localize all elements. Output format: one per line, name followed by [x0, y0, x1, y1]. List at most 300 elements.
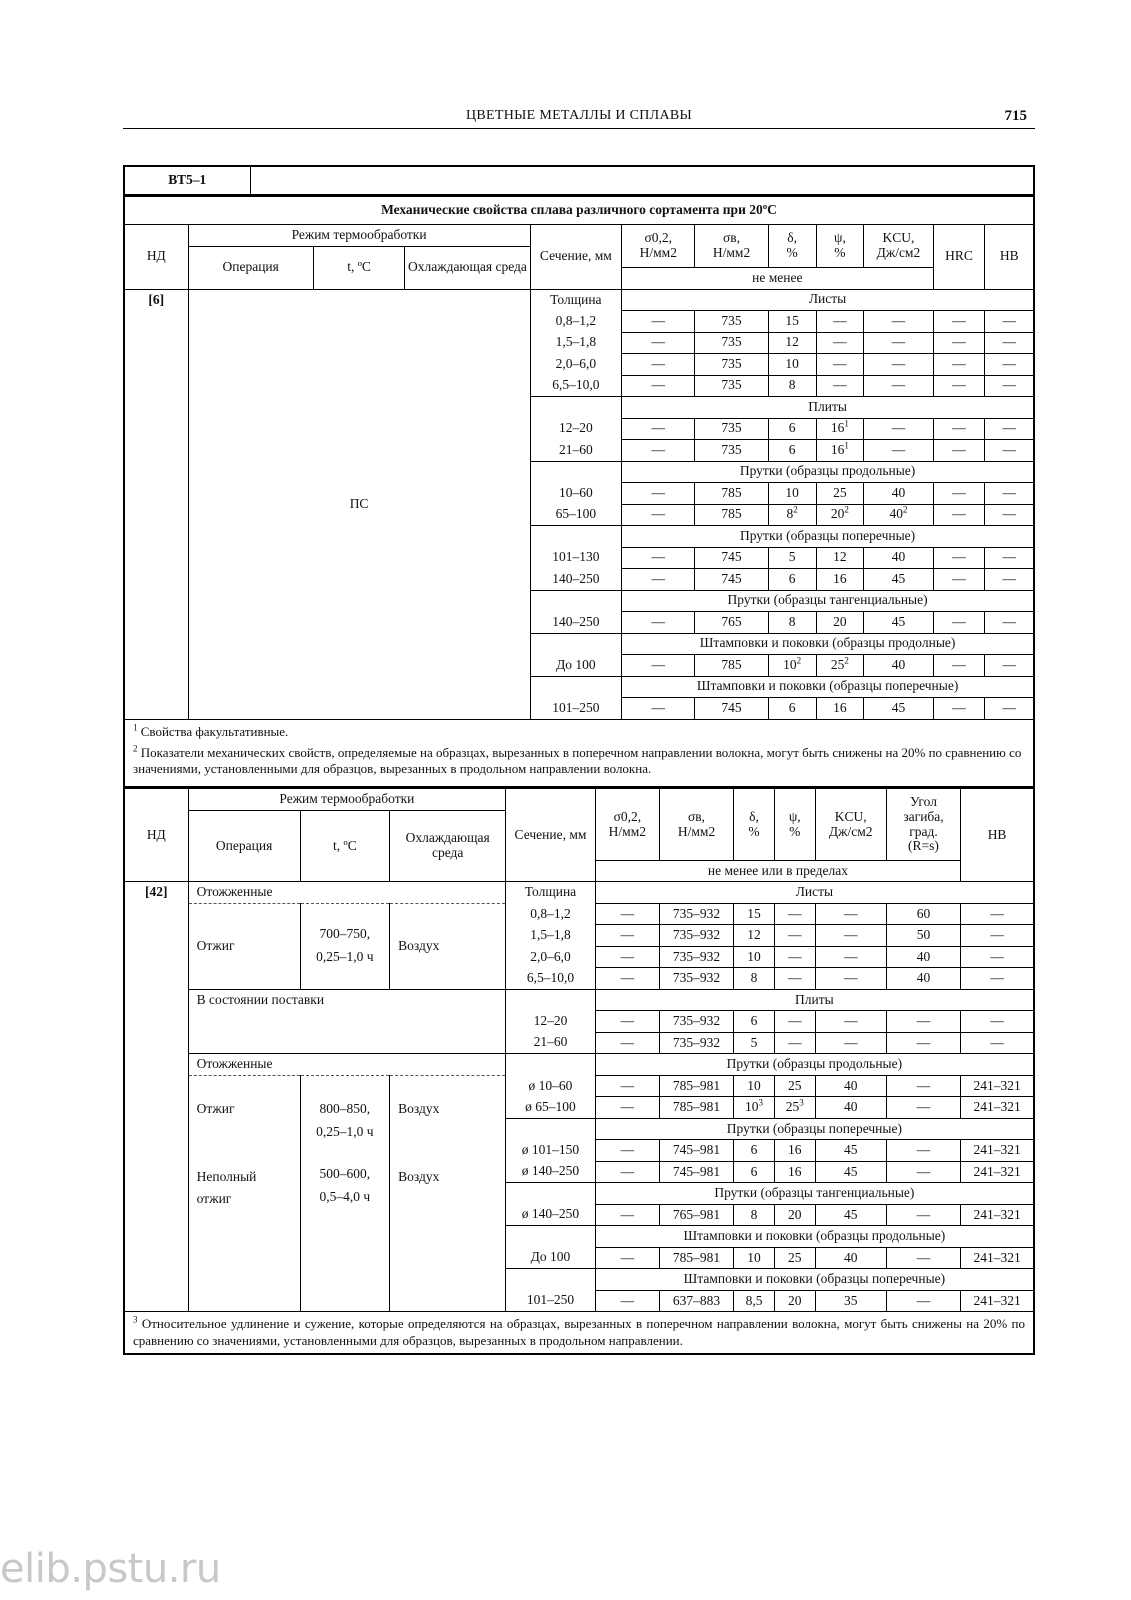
value-cell: — — [985, 311, 1033, 333]
value-cell: — — [816, 332, 864, 354]
value-cell: 735–932 — [659, 1032, 733, 1054]
value-cell: 10 — [768, 483, 816, 505]
footnote-text: Относительное удлинение и сужение, которые определяются на образцах, вырезанных в поперечном направлении волокна, могут быть снижены на 20% по сравнению со значениями, установленными для образцов, вырезанных в продольном направлении. — [133, 1316, 1025, 1348]
value-cell: — — [595, 1161, 659, 1183]
value-cell: — — [933, 311, 985, 333]
nd-value: [42] — [125, 882, 188, 1312]
value-cell: — — [933, 547, 985, 569]
section-value: 0,8–1,2 — [530, 311, 622, 333]
sigmab-unit: Н/мм2 — [677, 823, 716, 839]
value-cell: 6 — [734, 1011, 775, 1033]
time-line: 0,25–1,0 ч — [316, 949, 374, 965]
value-cell: 745–981 — [659, 1140, 733, 1162]
value-cell: — — [961, 946, 1033, 968]
section-value: 2,0–6,0 — [506, 946, 596, 968]
psi-header — [816, 225, 864, 268]
value-cell: 6 — [768, 698, 816, 720]
value-cell: — — [622, 569, 695, 591]
cell-value: 16 — [830, 420, 845, 436]
value-cell: — — [864, 375, 933, 397]
footnotes — [125, 1312, 1033, 1353]
operation-anneal: Отжиг — [188, 903, 300, 989]
value-cell: 8 — [768, 375, 816, 397]
value-cell: 745 — [695, 569, 768, 591]
value-cell: 40 — [864, 483, 933, 505]
section-value: ø 140–250 — [506, 1204, 596, 1226]
value-cell: — — [864, 440, 933, 462]
footnote — [133, 745, 1025, 778]
value-cell: — — [933, 698, 985, 720]
value-cell: 50 — [886, 925, 960, 947]
section-value: До 100 — [506, 1247, 596, 1269]
value-cell: — — [595, 968, 659, 990]
temp-header: t, ºС — [313, 246, 405, 289]
value-cell: — — [886, 1032, 960, 1054]
psi-unit: % — [789, 823, 801, 839]
value-cell: 241–321 — [961, 1075, 1033, 1097]
value-cell: 45 — [815, 1161, 886, 1183]
value-cell: — — [864, 354, 933, 376]
hrc-header: HRC — [933, 225, 985, 290]
regime-header: Режим термообработки — [188, 789, 506, 811]
value-cell: — — [595, 1075, 659, 1097]
section-value: 21–60 — [530, 440, 622, 462]
operation-cell — [188, 1075, 300, 1312]
value-cell: — — [622, 504, 695, 526]
footnote-mark: 2 — [133, 743, 138, 754]
value-cell — [774, 1097, 815, 1119]
value-cell: — — [774, 1011, 815, 1033]
sigma02-header — [595, 789, 659, 861]
section-value: ø 101–150 — [506, 1140, 596, 1162]
properties-table-2 — [125, 788, 1033, 1353]
value-cell: — — [622, 440, 695, 462]
nd-header: НД — [125, 789, 188, 882]
value-cell: — — [933, 332, 985, 354]
value-cell — [734, 1097, 775, 1119]
sigma02-symbol: σ0,2, — [644, 230, 673, 246]
temp-cell — [300, 1075, 390, 1312]
value-cell: — — [622, 612, 695, 634]
section-value: 6,5–10,0 — [530, 375, 622, 397]
value-cell: 241–321 — [961, 1204, 1033, 1226]
value-cell: 20 — [816, 612, 864, 634]
value-cell: — — [774, 968, 815, 990]
cell-value: 10 — [783, 656, 797, 672]
footnote-mark: 3 — [758, 1097, 764, 1108]
value-cell: 10 — [734, 946, 775, 968]
value-cell: — — [985, 483, 1033, 505]
value-cell: 15 — [768, 311, 816, 333]
value-cell: — — [933, 440, 985, 462]
value-cell: — — [985, 440, 1033, 462]
value-cell: — — [815, 968, 886, 990]
section-value: 2,0–6,0 — [530, 354, 622, 376]
sigma02-symbol: σ0,2, — [613, 808, 642, 824]
grade-blank — [250, 167, 1033, 195]
value-cell: 241–321 — [961, 1290, 1033, 1312]
value-cell: 16 — [816, 698, 864, 720]
value-cell: 6 — [734, 1140, 775, 1162]
product-group-label: Штамповки и поковки (образцы продолные) — [622, 633, 1033, 655]
value-cell: 241–321 — [961, 1097, 1033, 1119]
product-group-label: Штамповки и поковки (образцы продольные) — [595, 1226, 1033, 1248]
section-value: ø 65–100 — [506, 1097, 596, 1119]
psi-header — [774, 789, 815, 861]
value-cell: 45 — [815, 1140, 886, 1162]
section-value: 65–100 — [530, 504, 622, 526]
section-value: 12–20 — [506, 1011, 596, 1033]
kcu-symbol: KCU, — [882, 230, 915, 246]
value-cell: 785–981 — [659, 1097, 733, 1119]
footnote-mark: 1 — [133, 722, 138, 733]
value-cell: — — [595, 1097, 659, 1119]
sigmab-header — [695, 225, 768, 268]
value-cell: — — [815, 1032, 886, 1054]
product-group-label: Прутки (образцы поперечные) — [595, 1118, 1033, 1140]
cooling-cell — [390, 1075, 506, 1312]
value-cell: 765–981 — [659, 1204, 733, 1226]
value-cell: — — [816, 354, 864, 376]
value-cell — [864, 504, 933, 526]
value-cell: 40 — [815, 1075, 886, 1097]
section-cell — [530, 526, 622, 548]
value-cell: — — [622, 483, 695, 505]
value-cell: 45 — [864, 612, 933, 634]
value-cell: — — [622, 547, 695, 569]
cooling-header: Охлаждающая среда — [405, 246, 530, 289]
section-value: До 100 — [530, 655, 622, 677]
value-cell: 785–981 — [659, 1075, 733, 1097]
value-cell: 15 — [734, 903, 775, 925]
cell-value: 10 — [745, 1099, 759, 1115]
page-number: 715 — [1004, 108, 1027, 124]
value-cell: — — [815, 903, 886, 925]
range-label: не менее или в пределах — [595, 860, 960, 882]
value-cell: — — [595, 1140, 659, 1162]
value-cell: — — [961, 968, 1033, 990]
value-cell — [816, 418, 864, 440]
footnote-text: Показатели механических свойств, определяемые на образцах, вырезанных в поперечном направлении волокна, могут быть снижены на 20% по сравнению со значениями, установленными для образцов, вырезанных в продольном направлении волокна. — [133, 744, 1022, 776]
footnote-mark: 2 — [844, 655, 849, 666]
value-cell: 241–321 — [961, 1161, 1033, 1183]
footnotes-row — [125, 1312, 1033, 1353]
value-cell: 40 — [815, 1247, 886, 1269]
value-cell: — — [595, 1247, 659, 1269]
value-cell: 745–981 — [659, 1161, 733, 1183]
footnote-mark: 2 — [902, 504, 908, 515]
section-cell — [530, 397, 622, 419]
footnote-mark: 2 — [844, 504, 849, 515]
value-cell: 40 — [886, 946, 960, 968]
product-group-label: Листы — [622, 289, 1033, 311]
footnote-mark: 1 — [844, 418, 849, 429]
delta-header — [734, 789, 775, 861]
value-cell: 16 — [774, 1161, 815, 1183]
psi-unit: % — [834, 245, 846, 260]
value-cell: 735 — [695, 418, 768, 440]
mode-annealed: Отожженные — [188, 1054, 506, 1076]
section-cell: Толщина — [530, 289, 622, 311]
value-cell: — — [816, 375, 864, 397]
value-cell: 6 — [768, 569, 816, 591]
product-group-label: Штамповки и поковки (образцы поперечные) — [622, 676, 1033, 698]
temp-line: 500–600, — [319, 1166, 371, 1182]
value-cell: — — [985, 354, 1033, 376]
group-row — [125, 1054, 1033, 1076]
value-cell: 16 — [774, 1140, 815, 1162]
value-cell: — — [985, 418, 1033, 440]
section-value: ø 10–60 — [506, 1075, 596, 1097]
value-cell: 241–321 — [961, 1140, 1033, 1162]
time-line: 0,5–4,0 ч — [319, 1189, 371, 1205]
value-cell: 8 — [734, 1204, 775, 1226]
value-cell: — — [816, 311, 864, 333]
value-cell: — — [886, 1011, 960, 1033]
value-cell: — — [961, 903, 1033, 925]
mode-value: ПС — [188, 289, 530, 719]
footnote-mark: 3 — [133, 1314, 138, 1325]
value-cell: 16 — [816, 569, 864, 591]
value-cell: — — [815, 1011, 886, 1033]
value-cell: 20 — [774, 1290, 815, 1312]
section-cell — [506, 1054, 596, 1076]
value-cell: 785 — [695, 655, 768, 677]
value-cell: 735 — [695, 440, 768, 462]
sigma02-unit: Н/мм2 — [608, 823, 646, 839]
kcu-unit: Дж/см2 — [828, 823, 873, 839]
value-cell: — — [933, 483, 985, 505]
value-cell: — — [622, 311, 695, 333]
value-cell: 45 — [815, 1204, 886, 1226]
value-cell: 45 — [864, 569, 933, 591]
value-cell: — — [985, 569, 1033, 591]
value-cell: — — [886, 1161, 960, 1183]
value-cell: — — [774, 925, 815, 947]
temp-line: 800–850, — [319, 1100, 371, 1116]
footnotes-row — [125, 719, 1033, 787]
value-cell — [816, 655, 864, 677]
value-cell: 40 — [815, 1097, 886, 1119]
value-cell: 10 — [768, 354, 816, 376]
value-cell: 25 — [774, 1247, 815, 1269]
product-group-label: Плиты — [622, 397, 1033, 419]
value-cell: — — [886, 1097, 960, 1119]
value-cell: 12 — [768, 332, 816, 354]
footnotes — [125, 719, 1033, 787]
value-cell: 5 — [734, 1032, 775, 1054]
operation-partial: Неполный — [196, 1168, 257, 1184]
table-title-row — [125, 197, 1033, 225]
section-cell — [530, 461, 622, 483]
value-cell: — — [815, 946, 886, 968]
value-cell: — — [622, 655, 695, 677]
group-row — [125, 989, 1033, 1011]
value-cell: 6 — [734, 1161, 775, 1183]
section-value: 12–20 — [530, 418, 622, 440]
angle-header: Угол загиба, град. (R=s) — [886, 789, 960, 861]
sigma02-header — [622, 225, 695, 268]
value-cell: 5 — [768, 547, 816, 569]
value-cell: 735 — [695, 354, 768, 376]
header-row — [125, 789, 1033, 811]
value-cell: 735–932 — [659, 903, 733, 925]
sigmab-symbol: σв, — [688, 808, 706, 824]
value-cell — [768, 504, 816, 526]
temp-value — [300, 903, 390, 989]
cell-value: 40 — [889, 506, 903, 522]
cell-value: 25 — [785, 1099, 800, 1115]
value-cell: — — [595, 1011, 659, 1033]
hb-header: НВ — [961, 789, 1033, 882]
value-cell: — — [622, 332, 695, 354]
section-cell — [506, 1118, 596, 1140]
min-label: не менее — [622, 268, 933, 290]
value-cell: 60 — [886, 903, 960, 925]
value-cell: — — [774, 903, 815, 925]
section-value: 140–250 — [530, 569, 622, 591]
cooling-air: Воздух — [398, 1168, 440, 1184]
value-cell: 12 — [734, 925, 775, 947]
value-cell: — — [886, 1204, 960, 1226]
footnote-text: Свойства факультативные. — [137, 723, 289, 739]
mode-annealed: Отожженные — [188, 882, 506, 904]
section-header: Сечение, мм — [530, 225, 622, 290]
value-cell: 45 — [864, 698, 933, 720]
nd-value: [6] — [125, 289, 188, 719]
product-group-label: Листы — [595, 882, 1033, 904]
value-cell: 745 — [695, 547, 768, 569]
value-cell: — — [933, 418, 985, 440]
section-value: ø 140–250 — [506, 1161, 596, 1183]
nd-header: НД — [125, 225, 188, 290]
value-cell: 8,5 — [734, 1290, 775, 1312]
delta-symbol: δ, — [749, 808, 759, 824]
value-cell: — — [933, 375, 985, 397]
cooling-header: Охлаждающая среда — [390, 810, 506, 882]
value-cell: — — [864, 332, 933, 354]
value-cell: — — [622, 375, 695, 397]
value-cell: — — [933, 569, 985, 591]
value-cell: 785–981 — [659, 1247, 733, 1269]
value-cell: 8 — [768, 612, 816, 634]
value-cell: — — [985, 375, 1033, 397]
sigma02-unit: Н/мм2 — [639, 245, 677, 260]
value-cell: 735–932 — [659, 968, 733, 990]
value-cell: — — [622, 698, 695, 720]
header-row — [125, 225, 1033, 247]
section-cell — [530, 676, 622, 698]
value-cell: 40 — [864, 655, 933, 677]
section-value: 6,5–10,0 — [506, 968, 596, 990]
cooling-air: Воздух — [390, 903, 506, 989]
footnote-mark: 2 — [793, 504, 798, 515]
properties-frame — [123, 165, 1035, 1355]
temp-line: 700–750, — [319, 926, 371, 942]
product-group-label: Прутки (образцы тангенциальные) — [595, 1183, 1033, 1205]
regime-header: Режим термообработки — [188, 225, 530, 247]
section-cell — [506, 1269, 596, 1291]
value-cell: — — [595, 903, 659, 925]
value-cell: — — [595, 925, 659, 947]
footnote — [133, 724, 1025, 740]
value-cell: 765 — [695, 612, 768, 634]
value-cell: 637–883 — [659, 1290, 733, 1312]
section-cell — [506, 989, 596, 1011]
value-cell: — — [985, 547, 1033, 569]
value-cell: — — [622, 354, 695, 376]
section-value: 1,5–1,8 — [530, 332, 622, 354]
operation-anneal: Отжиг — [196, 1100, 235, 1116]
time-line: 0,25–1,0 ч — [316, 1123, 374, 1139]
value-cell: — — [985, 612, 1033, 634]
value-cell: 25 — [774, 1075, 815, 1097]
section-cell — [506, 1226, 596, 1248]
mode-as-delivered: В состоянии поставки — [188, 989, 506, 1054]
value-cell: — — [886, 1247, 960, 1269]
section-value: 10–60 — [530, 483, 622, 505]
kcu-symbol: KCU, — [834, 808, 867, 824]
cell-value: 20 — [830, 506, 845, 522]
section-value: 21–60 — [506, 1032, 596, 1054]
product-group-label: Прутки (образцы поперечные) — [622, 526, 1033, 548]
table-title: Механические свойства сплава различного сортамента при 20ºС — [125, 197, 1033, 225]
cell-value: 25 — [830, 656, 845, 672]
value-cell: — — [815, 925, 886, 947]
kcu-header — [815, 789, 886, 861]
value-cell: 785 — [695, 483, 768, 505]
section-cell — [530, 633, 622, 655]
section-value: 101–250 — [506, 1290, 596, 1312]
section-value: 1,5–1,8 — [506, 925, 596, 947]
footnote-mark: 1 — [844, 440, 849, 451]
sigmab-symbol: σв, — [723, 230, 741, 246]
section-cell — [506, 1183, 596, 1205]
section-value: 101–130 — [530, 547, 622, 569]
value-cell: — — [886, 1075, 960, 1097]
group-row — [125, 882, 1033, 904]
value-cell: — — [933, 354, 985, 376]
section-cell — [530, 590, 622, 612]
watermark: elib.pstu.ru — [0, 1546, 221, 1592]
value-cell: — — [595, 1290, 659, 1312]
running-header — [123, 106, 1035, 129]
value-cell: — — [985, 698, 1033, 720]
value-cell: 12 — [816, 547, 864, 569]
section-cell: Толщина — [506, 882, 596, 904]
value-cell: 6 — [768, 418, 816, 440]
delta-header — [768, 225, 816, 268]
value-cell: 20 — [774, 1204, 815, 1226]
value-cell: 735–932 — [659, 1011, 733, 1033]
value-cell: — — [774, 946, 815, 968]
value-cell: 735 — [695, 332, 768, 354]
section-value: 140–250 — [530, 612, 622, 634]
section-value: 101–250 — [530, 698, 622, 720]
value-cell: — — [774, 1032, 815, 1054]
value-cell: 241–321 — [961, 1247, 1033, 1269]
value-cell: 10 — [734, 1075, 775, 1097]
value-cell: 735 — [695, 311, 768, 333]
value-cell: — — [886, 1290, 960, 1312]
cell-value: 8 — [786, 506, 794, 522]
value-cell: 25 — [816, 483, 864, 505]
value-cell: — — [961, 1011, 1033, 1033]
psi-symbol: ψ, — [788, 808, 801, 824]
group-row — [125, 289, 1033, 311]
operation-header: Операция — [188, 810, 300, 882]
section-header: Сечение, мм — [506, 789, 596, 882]
